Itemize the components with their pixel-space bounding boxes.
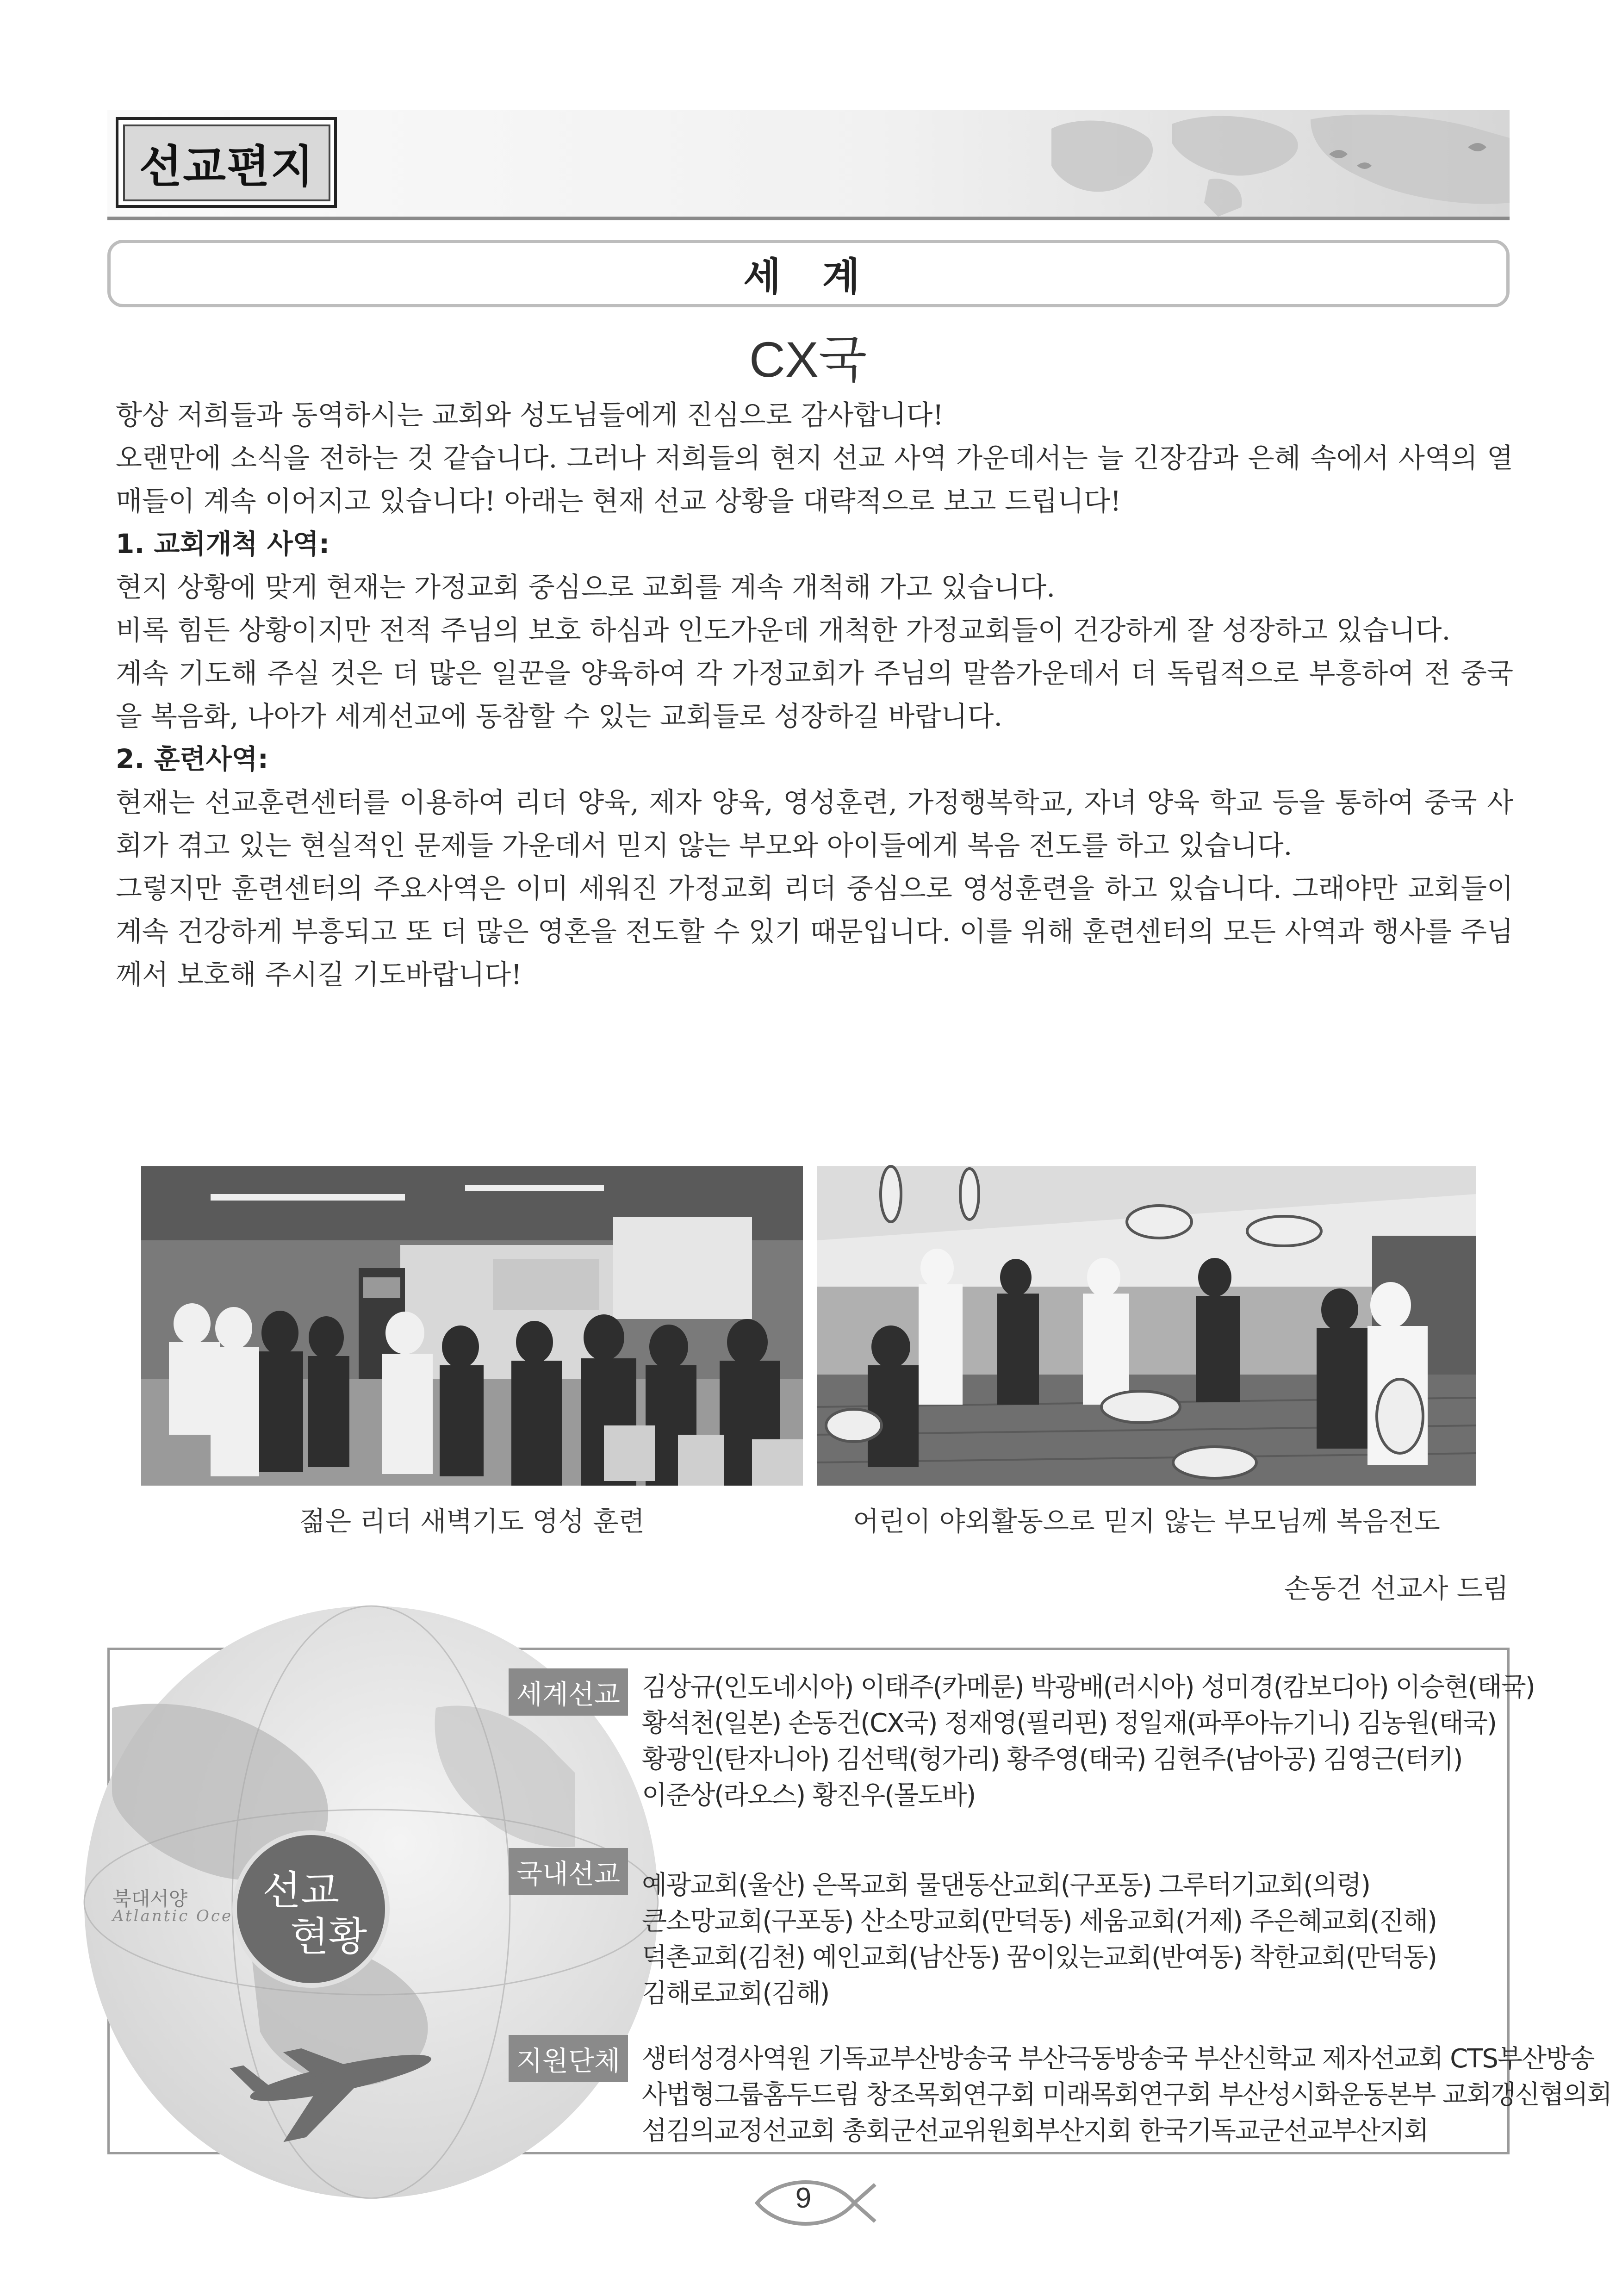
badge-line2: 현황 <box>290 1914 367 1960</box>
list-line: 사법형그룹홈두드림 창조목회연구회 미래목회연구회 부산성시화운동본부 교회갱신협의회 <box>642 2080 1611 2110</box>
tag-support-organizations: 지원단체 <box>509 2035 628 2082</box>
paragraph: 계속 기도해 주실 것은 더 많은 일꾼을 양육하여 각 가정교회가 주님의 말씀가운데서 더 독립적으로 부흥하여 전 중국을 복음화, 나아가 세계선교에 동참할 수 있는 교회들로 성장하길 바랍니다. <box>116 657 1513 732</box>
letter-body <box>116 393 1513 996</box>
photo-prayer-training <box>141 1166 803 1486</box>
signature: 손동건 선교사 드림 <box>1284 1573 1509 1604</box>
photo-caption-right: 어린이 야외활동으로 믿지 않는 부모님께 복음전도 <box>853 1506 1440 1537</box>
paragraph: 그렇지만 훈련센터의 주요사역은 이미 세워진 가정교회 리더 중심으로 영성훈련을 하고 있습니다. 그래야만 교회들이 계속 건강하게 부흥되고 또 더 많은 영혼을 전도할 수 있기 때문입니다. 이를 위해 훈련센터의 모든 사역과 행사를 주님께서 보호해 주시길 기도바랍니다! <box>116 872 1513 990</box>
mission-status-box <box>107 1648 1611 2154</box>
list-line: 김상규(인도네시아) 이태주(카메룬) 박광배(러시아) 성미경(캄보디아) 이승현(태국) <box>642 1672 1535 1702</box>
region-banner <box>107 240 1510 307</box>
section-heading: 1. 교회개척 사역: <box>116 528 330 560</box>
list-line: 예광교회(울산) 은목교회 물댄동산교회(구포동) 그루터기교회(의령) <box>642 1870 1370 1900</box>
photo-outdoor-activity-image <box>817 1166 1476 1486</box>
map-label-en: Atlantic Oce <box>112 1907 233 1925</box>
page-number: 9 <box>795 2182 812 2214</box>
support-organizations-list <box>642 2041 1611 2149</box>
photo-prayer-training-image <box>141 1166 803 1486</box>
photo-outdoor-activity <box>817 1166 1476 1486</box>
tag-world-missions: 세계선교 <box>509 1668 628 1716</box>
paragraph: 현재는 선교훈련센터를 이용하여 리더 양육, 제자 양육, 영성훈련, 가정행복학교, 자녀 양육 학교 등을 통하여 중국 사회가 겪고 있는 현실적인 문제들 가운데서 믿지 않는 부모와 아이들에게 복음 전도를 하고 있습니다. <box>116 786 1513 861</box>
photo-caption-left: 젊은 리더 새벽기도 영성 훈련 <box>299 1506 645 1537</box>
badge-line1: 선교 <box>262 1867 340 1914</box>
list-line: 덕촌교회(김천) 예인교회(남산동) 꿈이있는교회(반여동) 착한교회(만덕동) <box>642 1942 1436 1972</box>
list-line: 큰소망교회(구포동) 산소망교회(만덕동) 세움교회(거제) 주은혜교회(진해) <box>642 1906 1436 1936</box>
map-label: 북대서양 <box>112 1887 188 1910</box>
paragraph: 항상 저희들과 동역하시는 교회와 성도님들에게 진심으로 감사합니다! <box>116 399 944 431</box>
list-line: 황석천(일본) 손동건(CX국) 정재영(필리핀) 정일재(파푸아뉴기니) 김농원(태국) <box>642 1708 1496 1738</box>
list-line: 이준상(라오스) 황진우(몰도바) <box>642 1780 976 1811</box>
domestic-churches-list <box>642 1849 1436 2012</box>
tag-domestic-missions: 국내선교 <box>509 1848 628 1895</box>
list-line: 황광인(탄자니아) 김선택(헝가리) 황주영(태국) 김현주(남아공) 김영근(터키) <box>642 1744 1462 1774</box>
paragraph: 비록 힘든 상황이지만 전적 주님의 보호 하심과 인도가운데 개척한 가정교회들이 건강하게 잘 성장하고 있습니다. <box>116 614 1451 646</box>
region-title: 세 계 <box>743 254 874 299</box>
list-line: 생터성경사역원 기독교부산방송국 부산극동방송국 부산신학교 제자선교회 CTS부산방송 <box>642 2044 1594 2074</box>
mission-status-badge <box>232 1830 390 1988</box>
section-label: 선교편지 <box>123 124 330 201</box>
list-line: 김해로교회(김해) <box>642 1979 829 2009</box>
section-heading: 2. 훈련사역: <box>116 743 268 775</box>
world-missionaries-list <box>642 1669 1535 1814</box>
paragraph: 오랜만에 소식을 전하는 것 같습니다. 그러나 저희들의 현지 선교 사역 가운데서는 늘 긴장감과 은혜 속에서 사역의 열매들이 계속 이어지고 있습니다! 아래는 현재 선교 상황을 대략적으로 보고 드립니다! <box>116 442 1513 517</box>
country-title: CX국 <box>749 331 867 387</box>
paragraph: 현지 상황에 맞게 현재는 가정교회 중심으로 교회를 계속 개척해 가고 있습니다. <box>116 571 1056 603</box>
list-line: 섬김의교정선교회 총회군선교위원회부산지회 한국기독교군선교부산지회 <box>642 2116 1428 2146</box>
header-rule <box>107 217 1510 220</box>
